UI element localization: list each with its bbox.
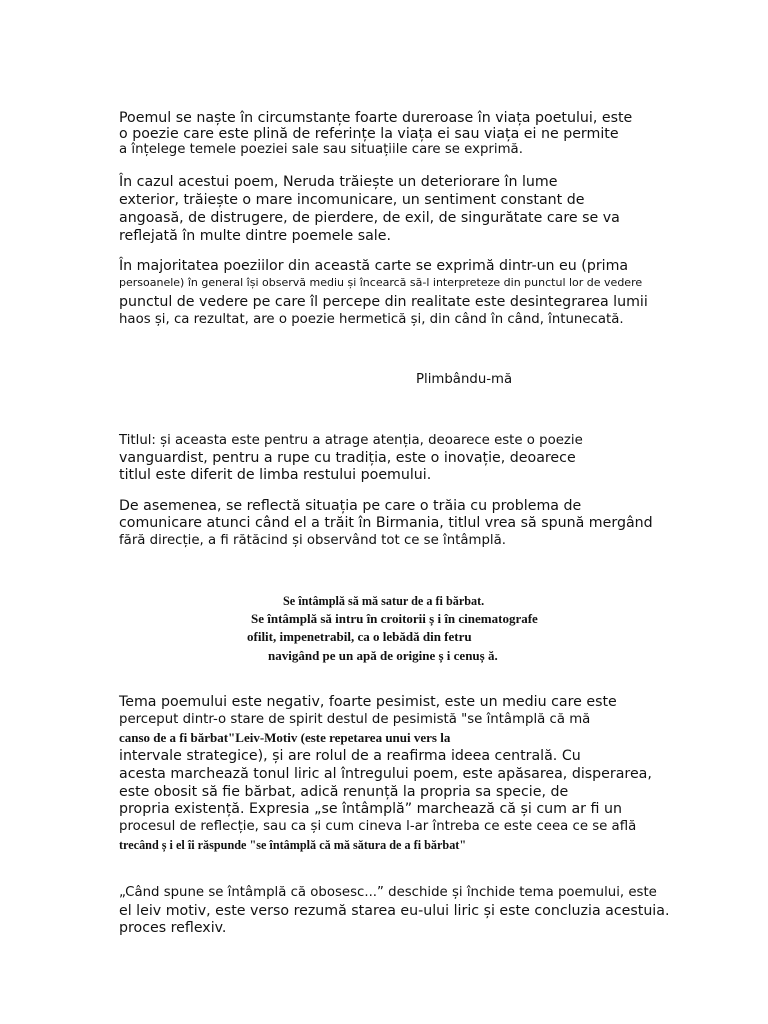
paragraph-6-line-7: propria existență. Expresia „se întâmplă” marchează că și cum ar fi un [119,801,622,817]
verse-line-2: Se întâmplă să intru în croitorii ș i în cinematografe [251,611,538,626]
paragraph-6-line-4: intervale strategice), și are rolul de a reafirma ideea centrală. Cu [119,748,581,764]
paragraph-4-line-3: titlul este diferit de limba restului poemului. [119,467,432,483]
paragraph-2-line-3: angoasă, de distrugere, de pierdere, de exil, de singurătate care se va [119,210,620,226]
paragraph-2-line-1: În cazul acestui poem, Neruda trăiește un deteriorare în lume [119,174,558,190]
paragraph-6-line-9: trecând ș i el îi răspunde "se întâmplă că mă sătura de a fi bărbat" [119,838,467,852]
paragraph-6-line-6: este obosit să fie bărbat, adică renunță la propria sa specie, de [119,784,569,800]
paragraph-2-line-2: exterior, trăiește o mare incomunicare, un sentiment constant de [119,192,585,208]
paragraph-6-line-2: perceput dintr-o stare de spirit destul de pesimistă "se întâmplă că mă [119,712,591,727]
verse-line-1: Se întâmplă să mă satur de a fi bărbat. [283,594,485,608]
paragraph-7-line-1: „Când spune se întâmplă că obosesc...” deschide și închide tema poemului, este [119,885,657,900]
verse-line-4: navigând pe un apă de origine ș i cenuș ă. [268,648,498,663]
paragraph-4-line-2: vanguardist, pentru a rupe cu tradiția, este o inovație, deoarece [119,450,576,466]
paragraph-7-line-3: proces reflexiv. [119,920,227,936]
paragraph-7-line-2: el leiv motiv, este verso rezumă starea eu-ului liric și este concluzia acestuia. [119,903,670,919]
paragraph-3-line-4: haos și, ca rezultat, are o poezie hermetică și, din când în când, întunecată. [119,312,624,327]
paragraph-3-line-1: În majoritatea poeziilor din această carte se exprimă dintr-un eu (prima [119,258,629,274]
paragraph-6-line-8: procesul de reflecție, sau ca și cum cineva l-ar întreba ce este ceea ce se află [119,819,637,834]
paragraph-6-line-1: Tema poemului este negativ, foarte pesimist, este un mediu care este [119,694,617,710]
paragraph-4-line-1: Titlul: și aceasta este pentru a atrage atenția, deoarece este o poezie [119,433,583,448]
paragraph-2-line-4: reflejată în multe dintre poemele sale. [119,228,391,244]
paragraph-1-line-3: a înțelege temele poeziei sale sau situațiile care se exprimă. [119,142,523,157]
paragraph-1-line-2: o poezie care este plină de referințe la viața ei sau viața ei ne permite [119,126,619,142]
paragraph-3-line-3: punctul de vedere pe care îl percepe din realitate este desintegrarea lumii [119,294,648,310]
paragraph-5-line-1: De asemenea, se reflectă situația pe care o trăia cu problema de [119,498,582,514]
paragraph-6-line-3: canso de a fi bărbat"Leiv-Motiv (este repetarea unui vers la [119,730,451,745]
paragraph-5-line-2: comunicare atunci când el a trăit în Birmania, titlul vrea să spună mergând [119,515,653,531]
verse-line-3: ofilit, impenetrabil, ca o lebădă din fetru [247,629,472,644]
paragraph-3-line-2: persoanele) în general își observă mediu și încearcă să-l interpreteze din punctul lor de vedere [119,276,643,289]
paragraph-6-line-5: acesta marchează tonul liric al întregului poem, este apăsarea, disperarea, [119,766,652,782]
paragraph-1-line-1: Poemul se naște în circumstanțe foarte dureroase în viața poetului, este [119,110,633,126]
poem-title: Plimbându-mă [416,372,513,387]
paragraph-5-line-3: fără direcție, a fi rătăcind și observând tot ce se întâmplă. [119,533,506,548]
